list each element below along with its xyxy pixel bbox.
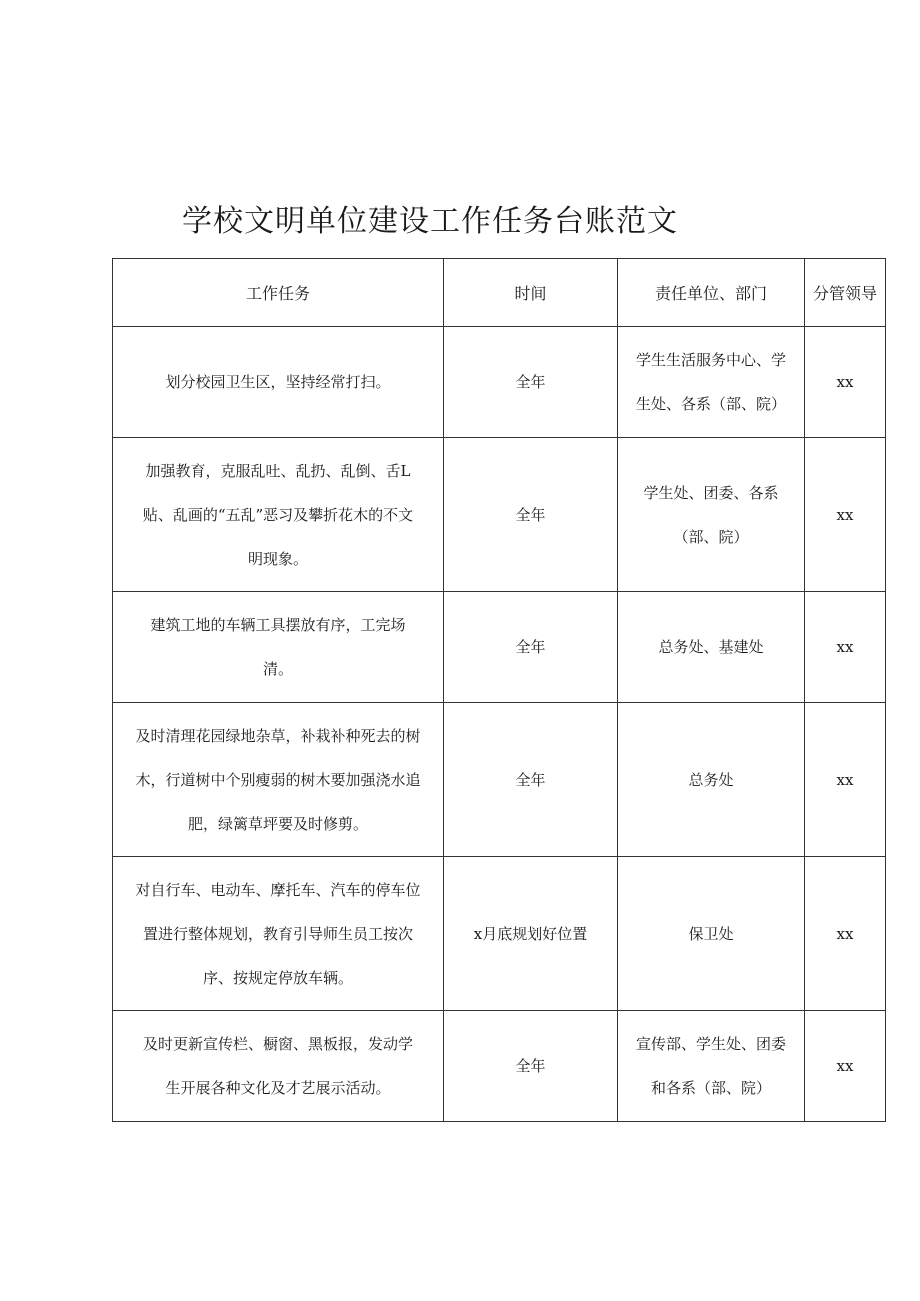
dept-cell — [618, 857, 805, 1011]
task-line: 置进行整体规划，教育引导师生员工按次 — [142, 924, 413, 943]
table-row — [113, 327, 886, 438]
leader-cell: xx — [805, 438, 886, 592]
task-line: 对自行车、电动车、摩托车、汽车的停车位 — [135, 880, 421, 899]
leader-cell: xx — [805, 592, 886, 703]
header-leader: 分管领导 — [805, 259, 886, 327]
header-time: 时间 — [444, 259, 618, 327]
time-cell: x月底规划好位置 — [444, 857, 618, 1011]
dept-line: 总务处、基建处 — [658, 638, 764, 656]
table-row — [113, 1011, 886, 1122]
task-cell — [113, 857, 444, 1011]
dept-line: 学生处、团委、各系 — [643, 483, 779, 502]
task-line: 明现象。 — [247, 549, 308, 568]
time-cell: 全年 — [444, 703, 618, 857]
task-line: 及时更新宣传栏、橱窗、黑板报，发动学 — [142, 1035, 413, 1053]
dept-line: 和各系（部、院） — [650, 1079, 771, 1097]
dept-cell — [618, 327, 805, 438]
task-line: 肥，绿篱草坪要及时修剪。 — [187, 814, 368, 833]
header-dept: 责任单位、部门 — [618, 259, 805, 327]
task-cell — [113, 1011, 444, 1122]
task-line: 划分校园卫生区，坚持经常打扫。 — [165, 373, 391, 391]
dept-cell — [618, 703, 805, 857]
leader-cell: xx — [805, 857, 886, 1011]
page-title: 学校文明单位建设工作任务台账范文 — [182, 204, 678, 239]
time-cell: 全年 — [444, 1011, 618, 1122]
leader-cell: xx — [805, 327, 886, 438]
task-ledger-table — [112, 258, 886, 1122]
time-cell: 全年 — [444, 438, 618, 592]
dept-cell — [618, 592, 805, 703]
table-row — [113, 592, 886, 703]
time-cell: 全年 — [444, 327, 618, 438]
table-row — [113, 703, 886, 857]
dept-line: 总务处 — [688, 770, 734, 789]
table-row — [113, 857, 886, 1011]
dept-line: 学生生活服务中心、学 — [635, 351, 786, 369]
task-line: 清。 — [262, 660, 293, 678]
task-cell — [113, 438, 444, 592]
header-task: 工作任务 — [113, 259, 444, 327]
dept-cell — [618, 1011, 805, 1122]
task-line: 贴、乱画的“五乱”恶习及攀折花木的不文 — [142, 505, 414, 524]
task-line: 生开展各种文化及才艺展示活动。 — [165, 1079, 391, 1097]
table-header-row — [113, 259, 886, 327]
task-line: 木，行道树中个别瘦弱的树木要加强浇水追 — [135, 770, 421, 789]
time-cell: 全年 — [444, 592, 618, 703]
dept-line: 保卫处 — [688, 924, 734, 943]
leader-cell: xx — [805, 703, 886, 857]
task-line: 及时清理花园绿地杂草，补栽补种死去的树 — [135, 726, 421, 745]
task-line: 建筑工地的车辆工具摆放有序，工完场 — [150, 616, 406, 634]
dept-line: 生处、各系（部、院） — [635, 395, 786, 413]
dept-line: 宣传部、学生处、团委 — [635, 1035, 786, 1053]
task-cell — [113, 703, 444, 857]
task-cell — [113, 592, 444, 703]
task-cell — [113, 327, 444, 438]
task-line: 加强教育，克服乱吐、乱扔、乱倒、舌L — [145, 461, 411, 480]
task-line: 序、按规定停放车辆。 — [202, 968, 353, 987]
leader-cell: xx — [805, 1011, 886, 1122]
dept-cell — [618, 438, 805, 592]
dept-line: （部、院） — [673, 527, 749, 546]
table-row — [113, 438, 886, 592]
